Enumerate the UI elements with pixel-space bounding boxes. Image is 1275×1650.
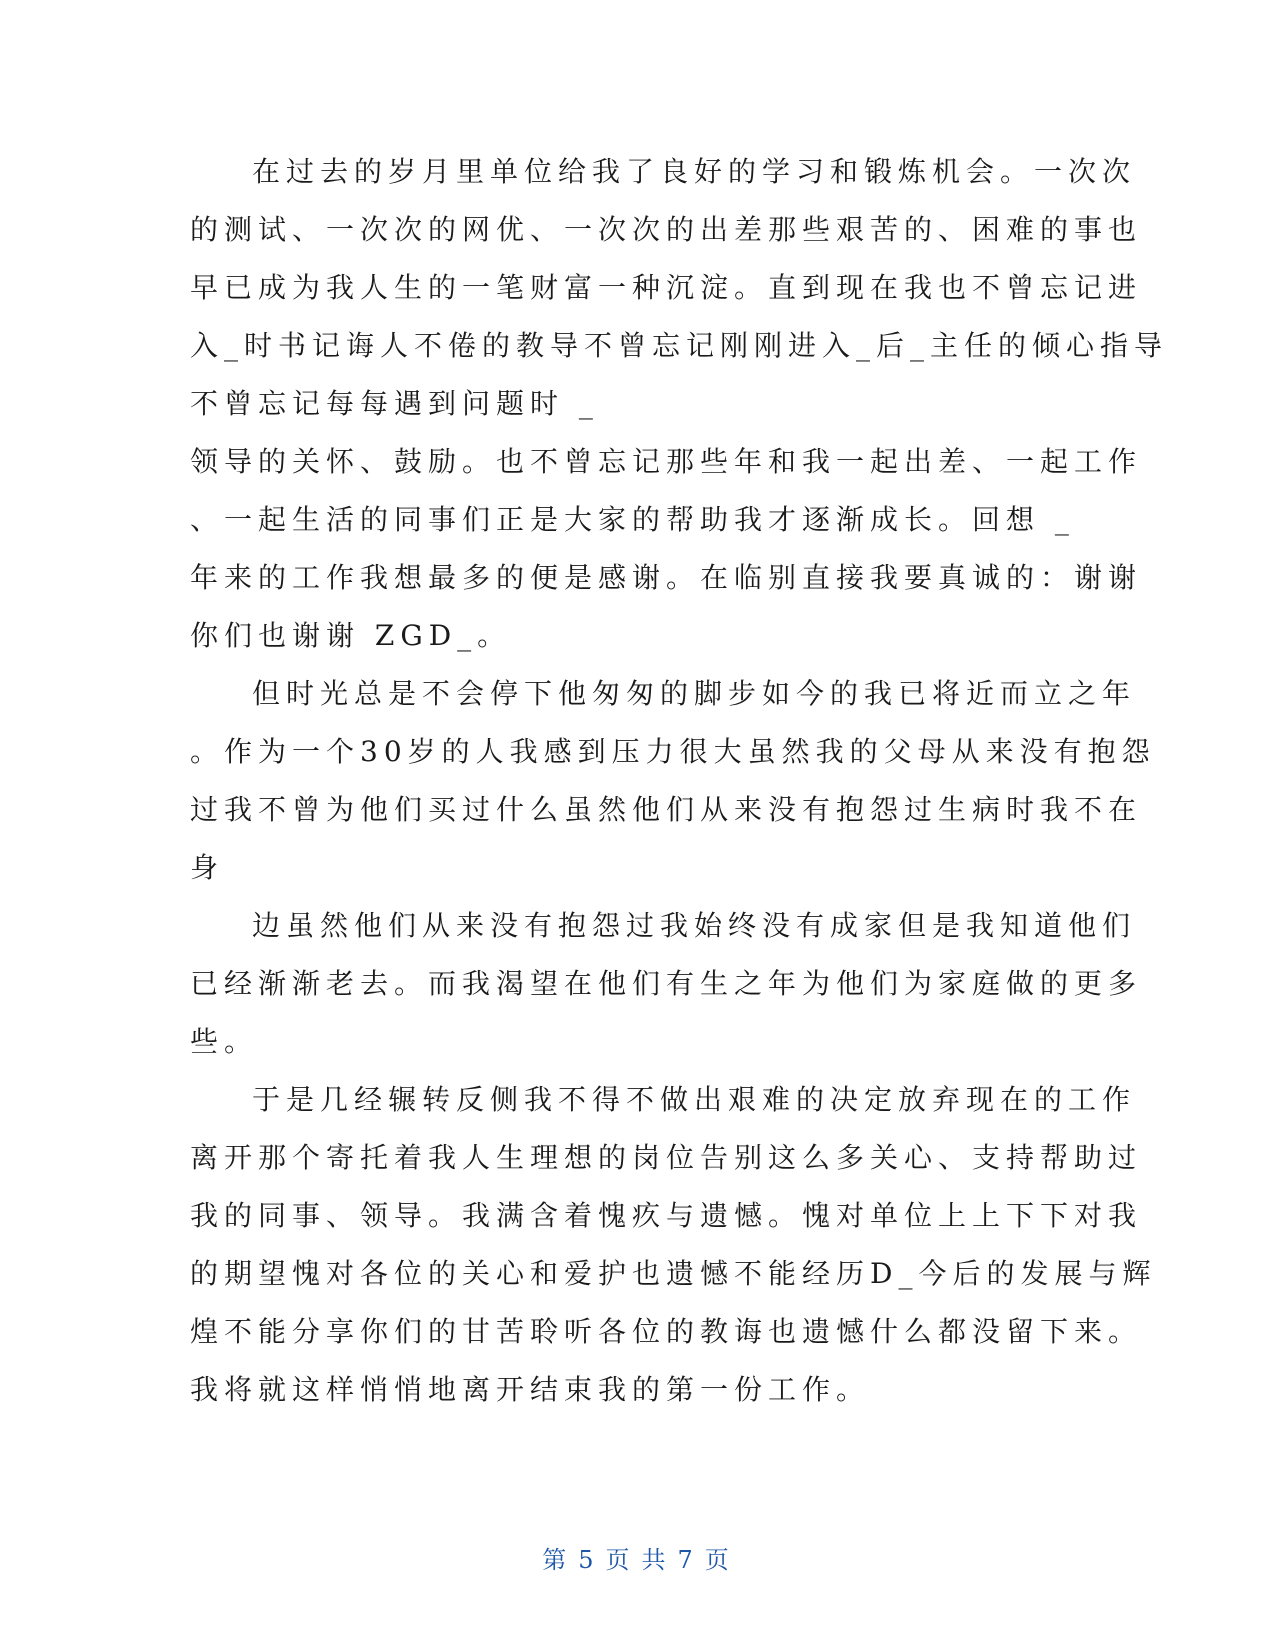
footer-prefix: 第 <box>542 1546 571 1574</box>
text-line: 入_时书记诲人不倦的教导不曾忘记刚刚进入_后_主任的倾心指导 <box>190 329 1169 362</box>
footer-total-pages: 7 <box>677 1546 697 1574</box>
body-text <box>190 143 1169 1419</box>
text-line: 的测试、一次次的网优、一次次的出差那些艰苦的、困难的事也 <box>190 213 1143 246</box>
text-line: 离开那个寄托着我人生理想的岗位告别这么多关心、支持帮助过 <box>190 1141 1143 1174</box>
footer-total-word: 共 <box>641 1546 670 1574</box>
text-line: 些。 <box>190 1025 259 1058</box>
text-line: 身 <box>190 851 225 884</box>
text-line: 已经渐渐老去。而我渴望在他们有生之年为他们为家庭做的更多 <box>190 967 1143 1000</box>
footer-current-page: 5 <box>578 1546 598 1574</box>
text-line: 早已成为我人生的一笔财富一种沉淀。直到现在我也不曾忘记进 <box>190 271 1143 304</box>
text-line: 年来的工作我想最多的便是感谢。在临别直接我要真诚的：谢谢 <box>190 561 1143 594</box>
text-line: 于是几经辗转反侧我不得不做出艰难的决定放弃现在的工作 <box>252 1083 1137 1116</box>
footer-page-word: 页 <box>605 1546 634 1574</box>
text-line: 领导的关怀、鼓励。也不曾忘记那些年和我一起出差、一起工作 <box>190 445 1143 478</box>
text-line: 煌不能分享你们的甘苦聆听各位的教诲也遗憾什么都没留下来。 <box>190 1315 1143 1348</box>
text-line: 。作为一个30岁的人我感到压力很大虽然我的父母从来没有抱怨 <box>190 735 1156 768</box>
footer-suffix: 页 <box>704 1546 733 1574</box>
text-line: 边虽然他们从来没有抱怨过我始终没有成家但是我知道他们 <box>252 909 1137 942</box>
text-line: 但时光总是不会停下他匆匆的脚步如今的我已将近而立之年 <box>252 677 1137 710</box>
page-footer <box>0 1540 1275 1575</box>
text-line: 不曾忘记每每遇到问题时 _ <box>190 387 599 420</box>
text-line: 、一起生活的同事们正是大家的帮助我才逐渐成长。回想 _ <box>190 503 1075 536</box>
text-line: 的期望愧对各位的关心和爱护也遗憾不能经历D_今后的发展与辉 <box>190 1257 1157 1290</box>
text-line: 过我不曾为他们买过什么虽然他们从来没有抱怨过生病时我不在 <box>190 793 1143 826</box>
text-line: 你们也谢谢 ZGD_。 <box>190 619 512 652</box>
text-line: 在过去的岁月里单位给我了良好的学习和锻炼机会。一次次 <box>252 155 1137 188</box>
text-line: 我的同事、领导。我满含着愧疚与遗憾。愧对单位上上下下对我 <box>190 1199 1143 1232</box>
text-line: 我将就这样悄悄地离开结束我的第一份工作。 <box>190 1373 871 1406</box>
